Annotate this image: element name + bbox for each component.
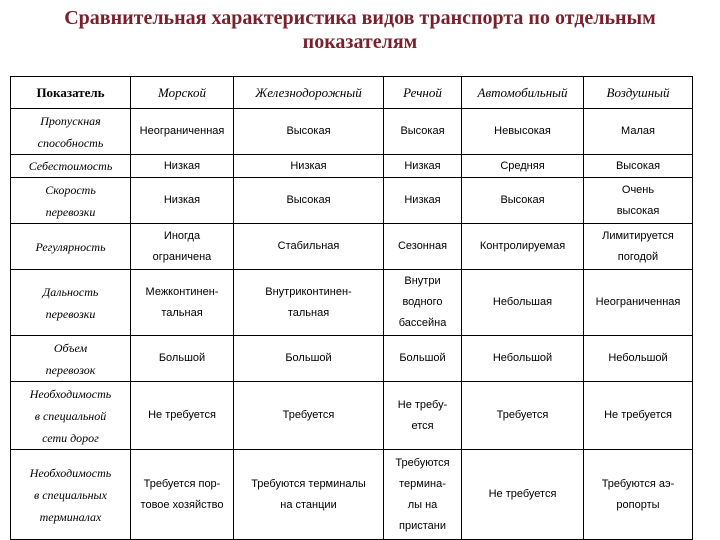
table-cell: Требуются термина- лы на пристани	[384, 450, 462, 540]
table-cell: Внутриконтинен- тальная	[234, 270, 384, 336]
table-cell: Межконтинен- тальная	[131, 270, 234, 336]
table-cell: Контролируемая	[462, 224, 584, 270]
table-cell: Лимитируется погодой	[584, 224, 693, 270]
row-label: Себестоимость	[11, 155, 131, 178]
table-row	[11, 178, 693, 224]
header-indicator: Показатель	[11, 77, 131, 109]
header-air: Воздушный	[584, 77, 693, 109]
table-cell: Не требуется	[462, 450, 584, 540]
page-title: Сравнительная характеристика видов транспорта по отдельным показателям	[64, 7, 656, 53]
table-cell: Небольшой	[462, 336, 584, 382]
table-cell: Очень высокая	[584, 178, 693, 224]
table-cell: Большой	[384, 336, 462, 382]
table-cell: Высокая	[234, 178, 384, 224]
table-cell: Сезонная	[384, 224, 462, 270]
table-cell: Низкая	[131, 178, 234, 224]
table-cell: Требуется пор- товое хозяйство	[131, 450, 234, 540]
table-row	[11, 109, 693, 155]
table-cell: Неограниченная	[131, 109, 234, 155]
table-cell: Небольшая	[462, 270, 584, 336]
table-cell: Высокая	[584, 155, 693, 178]
row-label: Пропускная способность	[11, 109, 131, 155]
table-cell: Не требуется	[131, 382, 234, 450]
header-sea: Морской	[131, 77, 234, 109]
header-road: Автомобильный	[462, 77, 584, 109]
table-cell: Низкая	[131, 155, 234, 178]
table-cell: Невысокая	[462, 109, 584, 155]
table-cell: Большой	[234, 336, 384, 382]
table-cell: Низкая	[384, 178, 462, 224]
table-row	[11, 336, 693, 382]
table-row	[11, 270, 693, 336]
table-cell: Требуется	[234, 382, 384, 450]
table-cell: Не требу- ется	[384, 382, 462, 450]
table-cell: Высокая	[384, 109, 462, 155]
table-cell: Требуются аэ- ропорты	[584, 450, 693, 540]
row-label: Скорость перевозки	[11, 178, 131, 224]
table-cell: Стабильная	[234, 224, 384, 270]
table-cell: Не требуется	[584, 382, 693, 450]
comparison-table	[10, 76, 693, 540]
header-rail: Железнодорожный	[234, 77, 384, 109]
table-row	[11, 224, 693, 270]
row-label: Необходимость в специальных терминалах	[11, 450, 131, 540]
table-cell: Низкая	[234, 155, 384, 178]
table-cell: Малая	[584, 109, 693, 155]
table-row	[11, 155, 693, 178]
table-cell: Низкая	[384, 155, 462, 178]
table-cell: Внутри водного бассейна	[384, 270, 462, 336]
table-cell: Требуется	[462, 382, 584, 450]
table-row	[11, 450, 693, 540]
table-cell: Небольшой	[584, 336, 693, 382]
header-river: Речной	[384, 77, 462, 109]
table-cell: Неограниченная	[584, 270, 693, 336]
row-label: Дальность перевозки	[11, 270, 131, 336]
header-row	[11, 77, 693, 109]
row-label: Необходимость в специальной сети дорог	[11, 382, 131, 450]
table-cell: Высокая	[234, 109, 384, 155]
table-cell: Высокая	[462, 178, 584, 224]
table-cell: Средняя	[462, 155, 584, 178]
table-cell: Иногда ограничена	[131, 224, 234, 270]
table-cell: Большой	[131, 336, 234, 382]
row-label: Объем перевозок	[11, 336, 131, 382]
table-cell: Требуются терминалы на станции	[234, 450, 384, 540]
row-label: Регулярность	[11, 224, 131, 270]
table-row	[11, 382, 693, 450]
